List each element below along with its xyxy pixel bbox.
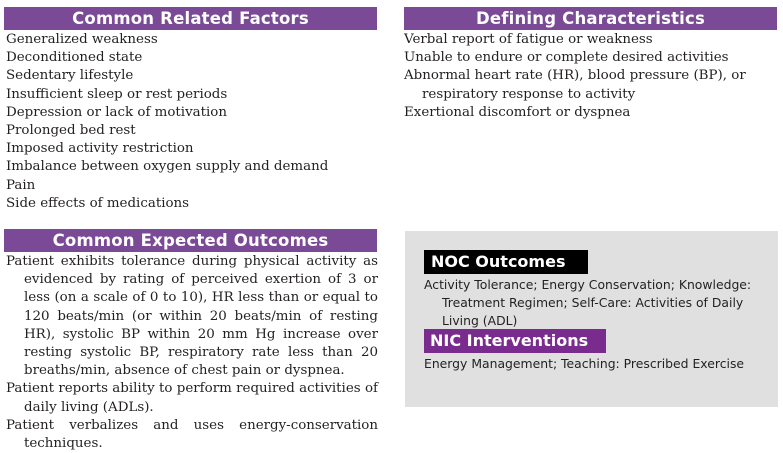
- nic-interventions-label: NIC Interventions: [424, 329, 606, 353]
- list-item: Imbalance between oxygen supply and demand: [6, 159, 329, 175]
- list-item: Generalized weakness: [6, 32, 158, 47]
- expected-outcomes-list: [6, 253, 378, 453]
- list-item: Imposed activity restriction: [6, 141, 194, 157]
- list-item: Verbal report of fatigue or weakness: [404, 32, 653, 47]
- list-item: Exertional discomfort or dyspnea: [404, 104, 631, 120]
- list-item: Patient reports ability to perform required activities of daily living (ADLs).: [6, 381, 378, 415]
- list-item: Side effects of medications: [6, 195, 190, 211]
- list-item: Sedentary lifestyle: [6, 68, 134, 84]
- defining-characteristics-list: [404, 31, 779, 122]
- defining-characteristics-header: Defining Characteristics: [404, 7, 777, 30]
- expected-outcomes-header: Common Expected Outcomes: [4, 229, 377, 252]
- noc-outcomes-text: Activity Tolerance; Energy Conservation; Knowledge: Treatment Regimen; Self-Care: Activities of Daily Living (ADL): [424, 277, 752, 329]
- related-factors-header: Common Related Factors: [4, 7, 377, 30]
- list-item: Depression or lack of motivation: [6, 104, 227, 120]
- nic-interventions-text: Energy Management; Teaching: Prescribed Exercise: [424, 356, 745, 371]
- list-item: Pain: [6, 177, 36, 193]
- list-item: Abnormal heart rate (HR), blood pressure (BP), or respiratory response to activity: [404, 68, 746, 102]
- list-item: Unable to endure or complete desired activities: [404, 50, 729, 66]
- related-factors-list: [6, 31, 386, 213]
- noc-outcomes-label: NOC Outcomes: [424, 250, 588, 274]
- list-item: Deconditioned state: [6, 50, 143, 66]
- list-item: Prolonged bed rest: [6, 123, 136, 139]
- list-item: Insufficient sleep or rest periods: [6, 86, 228, 102]
- list-item: Patient exhibits tolerance during physical activity as evidenced by rating of perceived exertion of 3 or less (on a scale of 0 to 10), HR less than or equal to 120 beats/min (or within 20 beats/min of resting HR), systolic BP within 20 mm Hg increase over resting systolic BP, respiratory rate less than 20 breaths/min, absence of chest pain or dyspnea.: [6, 254, 378, 379]
- list-item: Patient verbalizes and uses energy-conservation techniques.: [6, 417, 378, 452]
